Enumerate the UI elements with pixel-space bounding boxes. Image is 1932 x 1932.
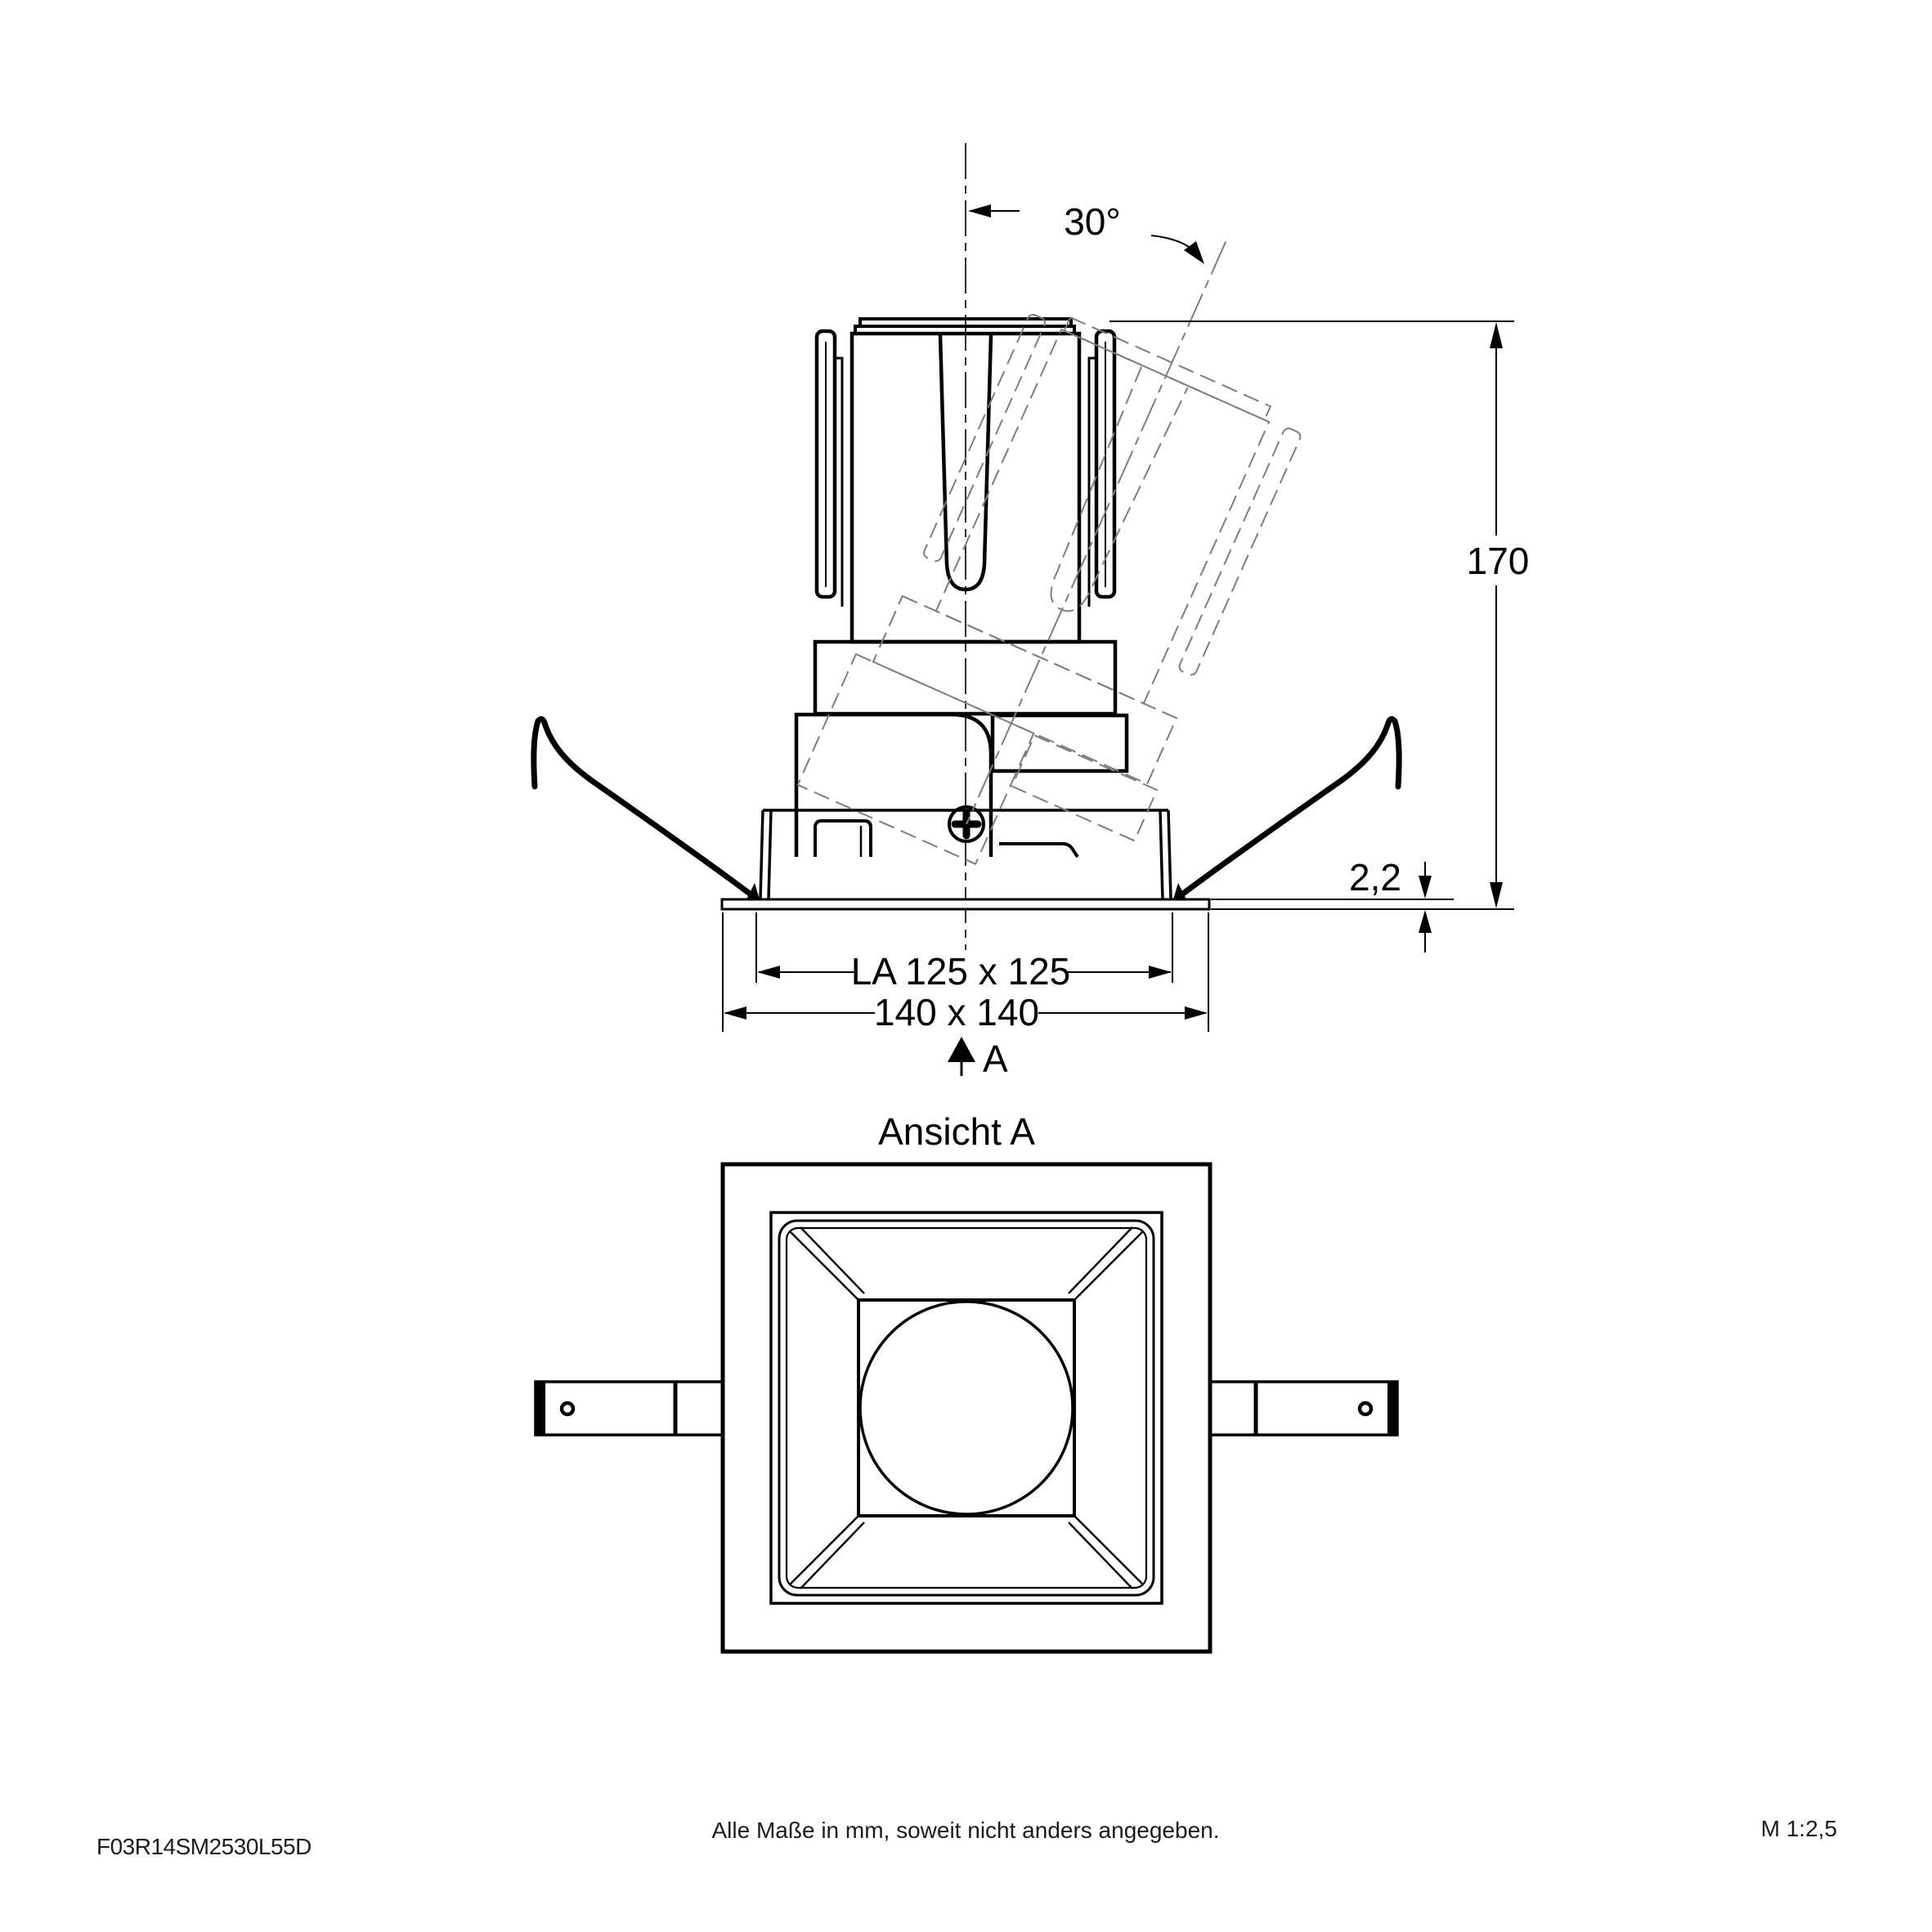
reflector-cone-edges: [791, 1227, 1142, 1589]
mounting-tab-right: [1210, 1382, 1397, 1435]
tilted-ghost-outline: [798, 173, 1373, 919]
tab-hole-left: [562, 1403, 573, 1414]
thickness-dimension: [1211, 856, 1454, 953]
cutout-label: LA 125 x 125: [850, 950, 1071, 993]
bracket-left: [815, 821, 871, 857]
tab-hole-right: [1360, 1403, 1371, 1414]
view-arrow-label: A: [983, 1038, 1008, 1080]
bottom-view-title: Ansicht A: [878, 1110, 1035, 1153]
article-number: F03R14SM2530L55D: [96, 1834, 312, 1859]
bottom-view: [536, 1110, 1397, 1652]
side-view: [534, 143, 1399, 950]
angle-label: 30°: [1064, 200, 1121, 243]
angle-dimension: [968, 200, 1204, 264]
heatsink-top-cap: [855, 319, 1074, 334]
mounting-tab-left: [536, 1382, 723, 1435]
cutout-dimension: [756, 912, 1172, 993]
footer-note: Alle Maße in mm, soweit nicht anders angegeben.: [711, 1818, 1220, 1843]
bracket-right: [999, 844, 1078, 857]
view-direction-marker: [948, 1037, 1008, 1080]
lens-circle: [860, 1302, 1073, 1514]
thickness-label: 2,2: [1349, 856, 1401, 899]
height-dimension: [1109, 321, 1529, 909]
flange-plate: [722, 899, 1209, 909]
height-label: 170: [1466, 540, 1530, 582]
drawing-scale: M 1:2,5: [1760, 1816, 1837, 1841]
footer: [96, 1816, 1837, 1859]
spring-clip-left: [534, 719, 760, 899]
overall-label: 140 x 140: [873, 991, 1040, 1033]
